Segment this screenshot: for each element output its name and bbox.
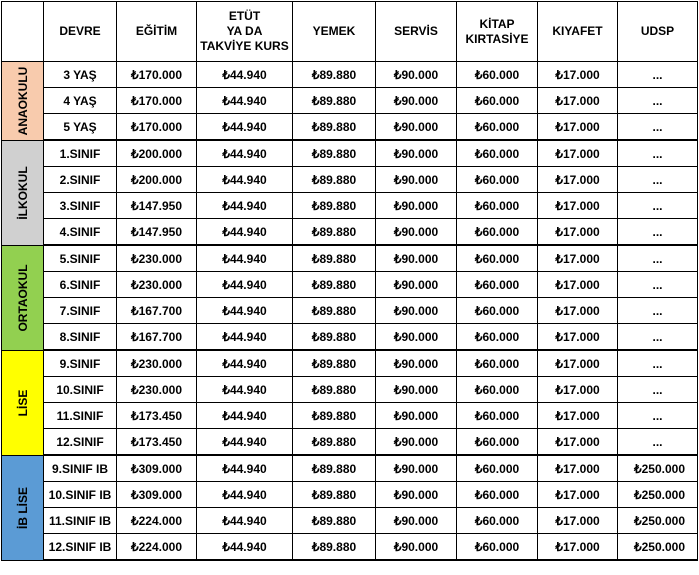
cell-servis: ₺90.000 — [376, 350, 457, 377]
cell-servis: ₺90.000 — [376, 403, 457, 429]
cell-servis: ₺90.000 — [376, 62, 457, 88]
cell-udsp: ... — [618, 403, 698, 429]
cell-egitim: ₺170.000 — [117, 88, 197, 114]
cell-udsp: ... — [618, 272, 698, 298]
cell-udsp: ₺250.000 — [618, 534, 698, 561]
cell-servis: ₺90.000 — [376, 377, 457, 403]
cell-egitim: ₺147.950 — [117, 219, 197, 246]
cell-etut: ₺44.940 — [197, 482, 293, 508]
cell-servis: ₺90.000 — [376, 324, 457, 351]
cell-kitap: ₺60.000 — [457, 377, 538, 403]
cell-etut: ₺44.940 — [197, 62, 293, 88]
cell-yemek: ₺89.880 — [293, 167, 376, 193]
cell-devre: 5.SINIF — [44, 245, 117, 272]
cell-servis: ₺90.000 — [376, 482, 457, 508]
cell-egitim: ₺173.450 — [117, 429, 197, 456]
cell-servis: ₺90.000 — [376, 114, 457, 141]
cell-yemek: ₺89.880 — [293, 298, 376, 324]
level-group-label: ANAOKULU — [15, 66, 30, 136]
cell-devre: 2.SINIF — [44, 167, 117, 193]
table-row — [2, 455, 698, 482]
cell-egitim: ₺173.450 — [117, 403, 197, 429]
cell-servis: ₺90.000 — [376, 534, 457, 561]
cell-udsp: ... — [618, 377, 698, 403]
cell-etut: ₺44.940 — [197, 298, 293, 324]
cell-etut: ₺44.940 — [197, 350, 293, 377]
header-udsp: UDSP — [618, 2, 698, 62]
cell-kiyafet: ₺17.000 — [538, 350, 618, 377]
cell-kiyafet: ₺17.000 — [538, 403, 618, 429]
table-row — [2, 193, 698, 219]
cell-yemek: ₺89.880 — [293, 324, 376, 351]
cell-kiyafet: ₺17.000 — [538, 377, 618, 403]
cell-udsp: ... — [618, 350, 698, 377]
cell-devre: 10.SINIF — [44, 377, 117, 403]
level-group-cell — [2, 140, 44, 245]
cell-kitap: ₺60.000 — [457, 429, 538, 456]
cell-udsp: ... — [618, 62, 698, 88]
cell-servis: ₺90.000 — [376, 193, 457, 219]
cell-etut: ₺44.940 — [197, 455, 293, 482]
table-row — [2, 429, 698, 456]
cell-udsp: ... — [618, 429, 698, 456]
header-etut-line-1: ETÜT — [228, 9, 261, 23]
cell-devre: 11.SINIF IB — [44, 508, 117, 534]
header-etut-line-3: TAKVİYE KURS — [200, 39, 289, 53]
header-kiyafet: KIYAFET — [538, 2, 618, 62]
cell-egitim: ₺230.000 — [117, 272, 197, 298]
level-group-label: ORTAOKUL — [15, 263, 30, 332]
cell-devre: 12.SINIF IB — [44, 534, 117, 561]
cell-servis: ₺90.000 — [376, 219, 457, 246]
cell-yemek: ₺89.880 — [293, 114, 376, 141]
cell-etut: ₺44.940 — [197, 114, 293, 141]
fee-table — [1, 1, 698, 561]
cell-egitim: ₺224.000 — [117, 534, 197, 561]
cell-yemek: ₺89.880 — [293, 193, 376, 219]
cell-etut: ₺44.940 — [197, 219, 293, 246]
cell-servis: ₺90.000 — [376, 429, 457, 456]
cell-servis: ₺90.000 — [376, 88, 457, 114]
table-row — [2, 167, 698, 193]
cell-yemek: ₺89.880 — [293, 140, 376, 167]
table-row — [2, 482, 698, 508]
level-group-cell — [2, 245, 44, 350]
cell-egitim: ₺230.000 — [117, 350, 197, 377]
cell-kitap: ₺60.000 — [457, 403, 538, 429]
table-row — [2, 114, 698, 141]
header-level-blank — [2, 2, 44, 62]
cell-udsp: ... — [618, 324, 698, 351]
cell-udsp: ₺250.000 — [618, 482, 698, 508]
cell-kiyafet: ₺17.000 — [538, 167, 618, 193]
cell-kitap: ₺60.000 — [457, 324, 538, 351]
cell-devre: 5 YAŞ — [44, 114, 117, 141]
cell-devre: 4.SINIF — [44, 219, 117, 246]
header-etut-line-2: YA DA — [226, 24, 263, 38]
cell-etut: ₺44.940 — [197, 167, 293, 193]
header-row — [2, 2, 698, 62]
cell-etut: ₺44.940 — [197, 324, 293, 351]
cell-egitim: ₺224.000 — [117, 508, 197, 534]
cell-servis: ₺90.000 — [376, 140, 457, 167]
cell-devre: 6.SINIF — [44, 272, 117, 298]
cell-devre: 11.SINIF — [44, 403, 117, 429]
cell-servis: ₺90.000 — [376, 298, 457, 324]
cell-udsp: ... — [618, 114, 698, 141]
cell-etut: ₺44.940 — [197, 429, 293, 456]
header-yemek: YEMEK — [293, 2, 376, 62]
cell-yemek: ₺89.880 — [293, 62, 376, 88]
cell-egitim: ₺230.000 — [117, 377, 197, 403]
level-group-label: İB LİSE — [15, 486, 30, 529]
cell-kitap: ₺60.000 — [457, 482, 538, 508]
cell-devre: 10.SINIF IB — [44, 482, 117, 508]
cell-etut: ₺44.940 — [197, 245, 293, 272]
cell-kitap: ₺60.000 — [457, 114, 538, 141]
cell-udsp: ... — [618, 219, 698, 246]
cell-egitim: ₺170.000 — [117, 114, 197, 141]
cell-kitap: ₺60.000 — [457, 350, 538, 377]
table-row — [2, 219, 698, 246]
cell-kitap: ₺60.000 — [457, 534, 538, 561]
cell-etut: ₺44.940 — [197, 377, 293, 403]
cell-yemek: ₺89.880 — [293, 534, 376, 561]
cell-udsp: ... — [618, 140, 698, 167]
table-row — [2, 350, 698, 377]
cell-kiyafet: ₺17.000 — [538, 482, 618, 508]
cell-udsp: ₺250.000 — [618, 508, 698, 534]
cell-yemek: ₺89.880 — [293, 455, 376, 482]
header-kitap-line-1: KİTAP — [479, 16, 515, 31]
cell-devre: 8.SINIF — [44, 324, 117, 351]
cell-egitim: ₺167.700 — [117, 298, 197, 324]
cell-udsp: ... — [618, 245, 698, 272]
cell-udsp: ... — [618, 88, 698, 114]
cell-etut: ₺44.940 — [197, 193, 293, 219]
header-devre: DEVRE — [44, 2, 117, 62]
cell-udsp: ₺250.000 — [618, 455, 698, 482]
cell-devre: 4 YAŞ — [44, 88, 117, 114]
cell-devre: 3 YAŞ — [44, 62, 117, 88]
cell-egitim: ₺170.000 — [117, 62, 197, 88]
cell-yemek: ₺89.880 — [293, 272, 376, 298]
cell-kiyafet: ₺17.000 — [538, 508, 618, 534]
cell-kitap: ₺60.000 — [457, 455, 538, 482]
cell-etut: ₺44.940 — [197, 140, 293, 167]
cell-kiyafet: ₺17.000 — [538, 193, 618, 219]
cell-etut: ₺44.940 — [197, 272, 293, 298]
cell-etut: ₺44.940 — [197, 403, 293, 429]
cell-yemek: ₺89.880 — [293, 245, 376, 272]
table-row — [2, 324, 698, 351]
cell-kitap: ₺60.000 — [457, 298, 538, 324]
cell-yemek: ₺89.880 — [293, 377, 376, 403]
cell-yemek: ₺89.880 — [293, 88, 376, 114]
table-row — [2, 88, 698, 114]
table-row — [2, 62, 698, 88]
cell-kitap: ₺60.000 — [457, 219, 538, 246]
cell-kitap: ₺60.000 — [457, 88, 538, 114]
cell-kiyafet: ₺17.000 — [538, 272, 618, 298]
cell-egitim: ₺200.000 — [117, 167, 197, 193]
header-kitap-line-2: KIRTASİYE — [465, 31, 529, 46]
table-row — [2, 403, 698, 429]
cell-etut: ₺44.940 — [197, 508, 293, 534]
cell-yemek: ₺89.880 — [293, 508, 376, 534]
cell-kiyafet: ₺17.000 — [538, 324, 618, 351]
cell-servis: ₺90.000 — [376, 272, 457, 298]
cell-devre: 1.SINIF — [44, 140, 117, 167]
table-row — [2, 508, 698, 534]
cell-kitap: ₺60.000 — [457, 140, 538, 167]
level-group-cell — [2, 62, 44, 141]
cell-kiyafet: ₺17.000 — [538, 88, 618, 114]
cell-servis: ₺90.000 — [376, 245, 457, 272]
level-group-cell — [2, 455, 44, 560]
cell-devre: 9.SINIF IB — [44, 455, 117, 482]
cell-kitap: ₺60.000 — [457, 245, 538, 272]
cell-servis: ₺90.000 — [376, 455, 457, 482]
table-row — [2, 272, 698, 298]
header-egitim: EĞİTİM — [117, 2, 197, 62]
level-group-label: İLKOKUL — [15, 165, 30, 220]
cell-yemek: ₺89.880 — [293, 219, 376, 246]
table-row — [2, 140, 698, 167]
cell-egitim: ₺200.000 — [117, 140, 197, 167]
cell-devre: 9.SINIF — [44, 350, 117, 377]
cell-devre: 7.SINIF — [44, 298, 117, 324]
cell-devre: 12.SINIF — [44, 429, 117, 456]
header-kitap — [457, 2, 538, 62]
cell-kiyafet: ₺17.000 — [538, 245, 618, 272]
cell-etut: ₺44.940 — [197, 534, 293, 561]
cell-udsp: ... — [618, 298, 698, 324]
cell-kiyafet: ₺17.000 — [538, 298, 618, 324]
cell-yemek: ₺89.880 — [293, 403, 376, 429]
cell-kiyafet: ₺17.000 — [538, 140, 618, 167]
cell-udsp: ... — [618, 193, 698, 219]
cell-servis: ₺90.000 — [376, 508, 457, 534]
fee-table-body — [2, 62, 698, 561]
cell-udsp: ... — [618, 167, 698, 193]
cell-kitap: ₺60.000 — [457, 62, 538, 88]
level-group-label: LİSE — [15, 389, 30, 416]
table-row — [2, 298, 698, 324]
cell-devre: 3.SINIF — [44, 193, 117, 219]
cell-egitim: ₺167.700 — [117, 324, 197, 351]
cell-etut: ₺44.940 — [197, 88, 293, 114]
cell-kiyafet: ₺17.000 — [538, 534, 618, 561]
cell-yemek: ₺89.880 — [293, 482, 376, 508]
cell-kitap: ₺60.000 — [457, 193, 538, 219]
cell-kiyafet: ₺17.000 — [538, 219, 618, 246]
cell-kitap: ₺60.000 — [457, 272, 538, 298]
header-servis: SERVİS — [376, 2, 457, 62]
cell-yemek: ₺89.880 — [293, 429, 376, 456]
level-group-cell — [2, 350, 44, 455]
table-row — [2, 245, 698, 272]
cell-egitim: ₺309.000 — [117, 482, 197, 508]
cell-egitim: ₺230.000 — [117, 245, 197, 272]
cell-egitim: ₺147.950 — [117, 193, 197, 219]
cell-kiyafet: ₺17.000 — [538, 429, 618, 456]
cell-egitim: ₺309.000 — [117, 455, 197, 482]
cell-kiyafet: ₺17.000 — [538, 62, 618, 88]
table-row — [2, 534, 698, 561]
header-etut — [197, 2, 293, 62]
cell-yemek: ₺89.880 — [293, 350, 376, 377]
cell-kitap: ₺60.000 — [457, 508, 538, 534]
cell-kiyafet: ₺17.000 — [538, 114, 618, 141]
cell-kiyafet: ₺17.000 — [538, 455, 618, 482]
cell-kitap: ₺60.000 — [457, 167, 538, 193]
table-row — [2, 377, 698, 403]
cell-servis: ₺90.000 — [376, 167, 457, 193]
